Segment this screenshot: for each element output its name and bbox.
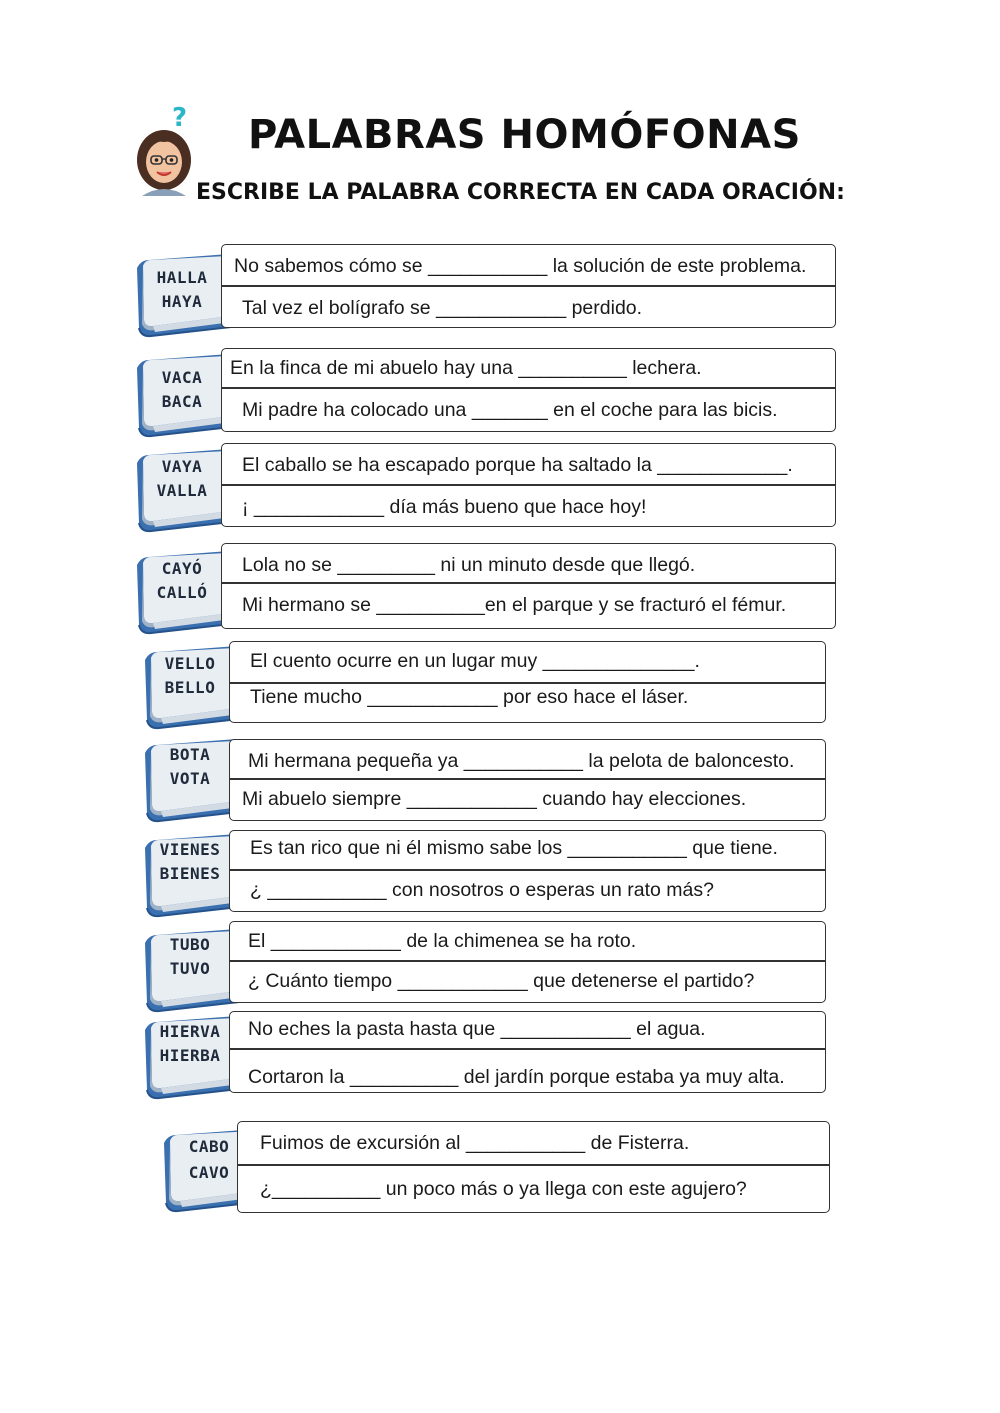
sentence-line: ¿__________ un poco más o ya llega con este agujero? <box>260 1178 747 1200</box>
sentence-line: El cuento ocurre en un lugar muy ______________. <box>250 650 700 672</box>
instructions: ESCRIBE LA PALABRA CORRECTA EN CADA ORACIÓN: <box>196 180 845 205</box>
homophone-word: TUVO <box>169 959 211 978</box>
row-divider <box>222 484 835 486</box>
svg-text:?: ? <box>172 104 188 133</box>
homophone-word: CALLÓ <box>156 583 208 602</box>
homophone-word: CAYÓ <box>161 559 203 578</box>
sentence-box <box>229 739 826 821</box>
sentence-line: No eches la pasta hasta que ____________ el agua. <box>248 1018 706 1040</box>
homophone-word: HALLA <box>156 268 208 287</box>
homophone-word: CAVO <box>188 1163 230 1182</box>
homophone-word: VOTA <box>169 769 211 788</box>
homophone-word: HAYA <box>161 292 203 311</box>
sentence-line: ¡ ____________ día más bueno que hace hoy! <box>242 496 647 518</box>
homophone-word: VAYA <box>161 457 203 476</box>
sentence-box <box>237 1121 830 1213</box>
homophone-word: HIERVA <box>159 1022 221 1041</box>
sentence-line: Es tan rico que ni él mismo sabe los ___________ que tiene. <box>250 837 778 859</box>
sentence-line: ¿ ___________ con nosotros o esperas un rato más? <box>250 879 714 901</box>
sentence-line: Mi padre ha colocado una _______ en el coche para las bicis. <box>242 399 778 421</box>
sentence-box <box>221 443 836 527</box>
sentence-box <box>221 543 836 629</box>
sentence-line: Cortaron la __________ del jardín porque estaba ya muy alta. <box>248 1066 785 1088</box>
homophone-word: VIENES <box>159 840 221 859</box>
homophone-word: VALLA <box>156 481 208 500</box>
row-divider <box>230 1048 825 1050</box>
sentence-line: ¿ Cuánto tiempo ____________ que detenerse el partido? <box>248 970 755 992</box>
row-divider <box>230 960 825 962</box>
sentence-box <box>229 641 826 723</box>
homophone-word: BOTA <box>169 745 211 764</box>
sentence-line: Tal vez el bolígrafo se ____________ perdido. <box>242 297 643 319</box>
row-divider <box>222 285 835 287</box>
sentence-box <box>221 244 836 328</box>
sentence-box <box>229 1011 826 1093</box>
sentence-line: El ____________ de la chimenea se ha roto. <box>248 930 637 952</box>
sentence-box <box>229 830 826 912</box>
homophone-word: BELLO <box>164 678 216 697</box>
teacher-avatar-icon <box>132 104 198 196</box>
row-divider <box>222 582 835 584</box>
homophone-word: BACA <box>161 392 203 411</box>
page-title: PALABRAS HOMÓFONAS <box>248 112 801 158</box>
homophone-word: VELLO <box>164 654 216 673</box>
sentence-box <box>229 921 826 1003</box>
homophone-word: BIENES <box>159 864 221 883</box>
sentence-line: Fuimos de excursión al ___________ de Fisterra. <box>260 1132 690 1154</box>
sentence-line: El caballo se ha escapado porque ha saltado la ____________. <box>242 454 793 476</box>
row-divider <box>230 778 825 780</box>
sentence-line: Mi abuelo siempre ____________ cuando hay elecciones. <box>242 788 747 810</box>
homophone-word: TUBO <box>169 935 211 954</box>
sentence-line: Lola no se _________ ni un minuto desde que llegó. <box>242 554 696 576</box>
homophone-word: HIERBA <box>159 1046 221 1065</box>
homophone-word: VACA <box>161 368 203 387</box>
sentence-line: Tiene mucho ____________ por eso hace el láser. <box>250 686 689 708</box>
sentence-line: No sabemos cómo se ___________ la solución de este problema. <box>234 255 807 277</box>
row-divider <box>230 869 825 871</box>
sentence-line: Mi hermano se __________en el parque y se fracturó el fémur. <box>242 594 787 616</box>
sentence-box <box>221 348 836 432</box>
row-divider <box>230 682 825 684</box>
row-divider <box>238 1164 829 1166</box>
row-divider <box>222 387 835 389</box>
sentence-line: Mi hermana pequeña ya ___________ la pelota de baloncesto. <box>248 750 795 772</box>
sentence-line: En la finca de mi abuelo hay una __________ lechera. <box>230 357 702 379</box>
homophone-word: CABO <box>188 1137 230 1156</box>
